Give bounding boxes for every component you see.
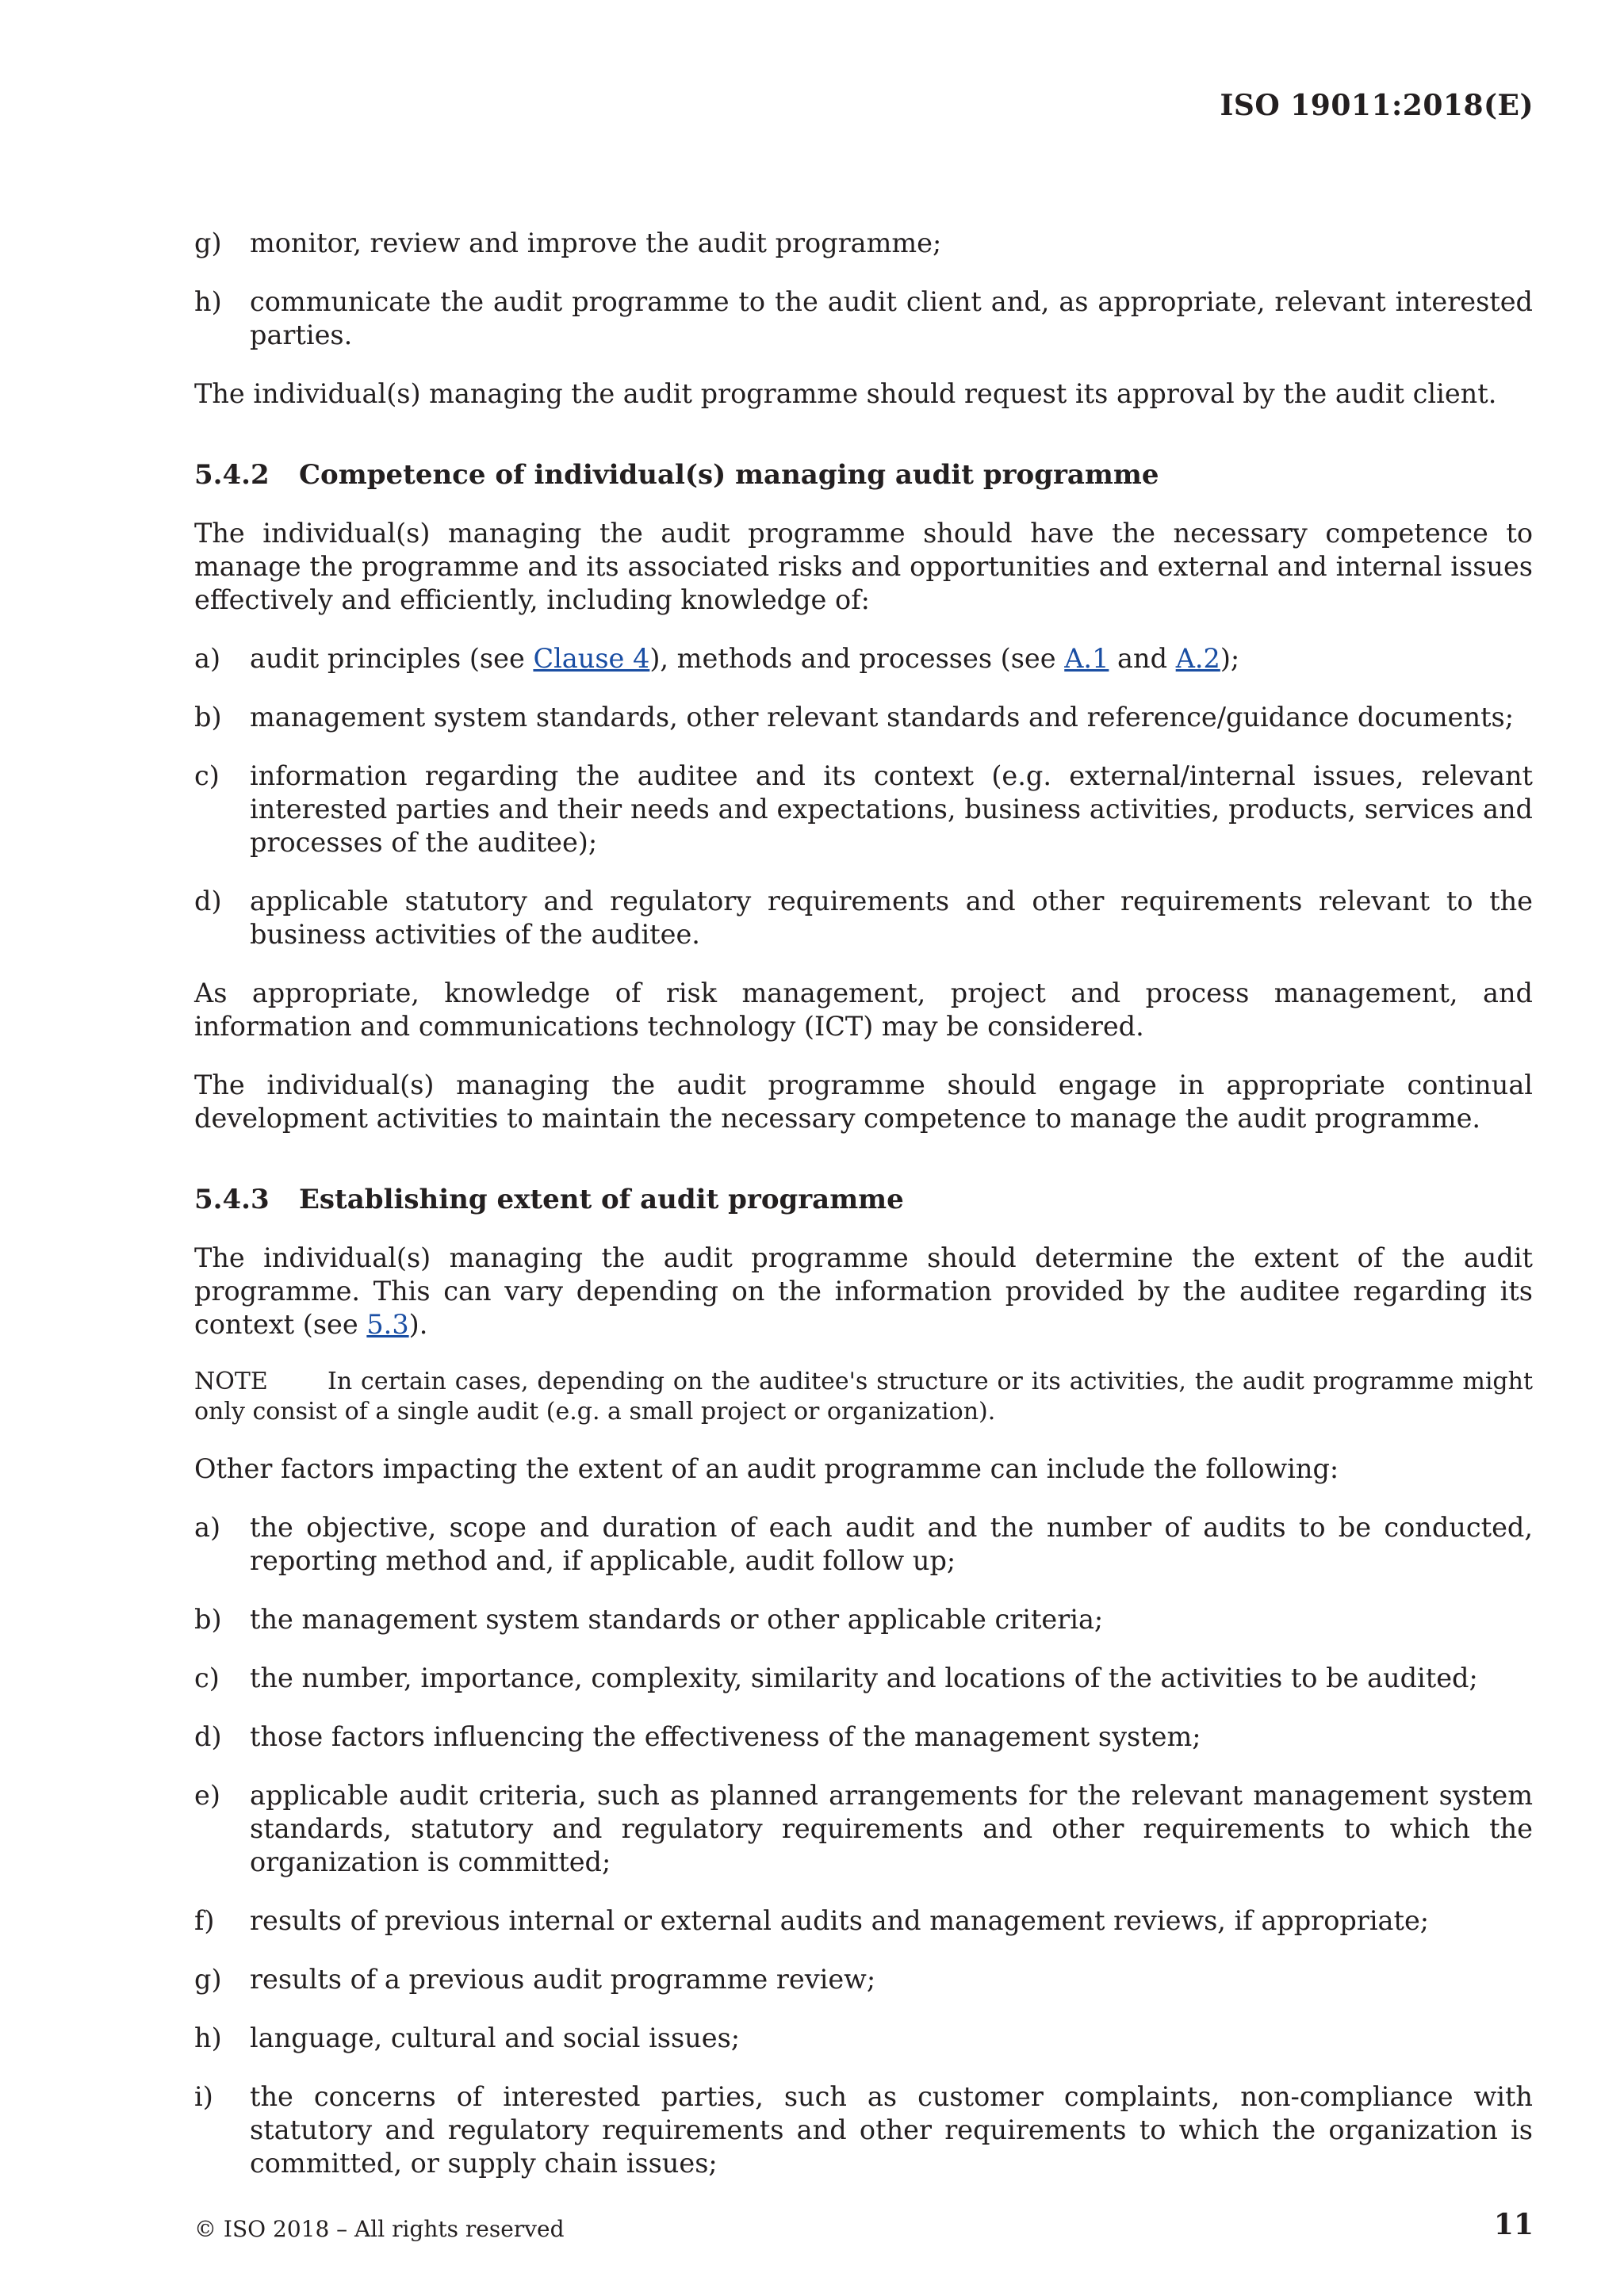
list-item-label: e) — [194, 1780, 220, 1811]
list-item-text: monitor, review and improve the audit programme; — [250, 228, 942, 258]
list-item-text: applicable statutory and regulatory requirements and other requirements relevant to the business activities of the auditee. — [250, 886, 1533, 950]
list-item-text: language, cultural and social issues; — [250, 2022, 741, 2053]
list-item-text: results of previous internal or external audits and management reviews, if appropriate; — [250, 1905, 1430, 1936]
list-item-label: d) — [194, 1721, 222, 1752]
paragraph-competence-intro: The individual(s) managing the audit programme should have the necessary competence to manage the programme and its associated risks and opportunities and external and internal issues effectively and efficiently, including knowledge of: — [194, 518, 1533, 615]
list-item-label: a) — [194, 643, 221, 674]
paragraph-factors-intro: Other factors impacting the extent of an audit programme can include the following: — [194, 1453, 1339, 1484]
list-item-label: i) — [194, 2081, 213, 2112]
section-heading-5-4-3 — [194, 1183, 1533, 1216]
copyright-notice: © ISO 2018 – All rights reserved — [194, 2216, 565, 2242]
clause-4-link[interactable]: Clause 4 — [533, 643, 650, 674]
list-item-label: f) — [194, 1905, 215, 1936]
page-number: 11 — [1493, 2208, 1534, 2241]
list-item-label: h) — [194, 286, 222, 317]
text-run: and — [1109, 643, 1176, 674]
list-item — [194, 1511, 1533, 1578]
text-run: audit principles (see — [250, 643, 534, 674]
list-item-label: d) — [194, 886, 222, 916]
list-item — [194, 2080, 1533, 2180]
list-item-label: b) — [194, 1604, 222, 1635]
list-item — [194, 227, 1533, 260]
paragraph-extent-intro — [194, 1242, 1533, 1341]
list-item-label: a) — [194, 1512, 221, 1543]
paragraph-continual-development: The individual(s) managing the audit programme should engage in appropriate continual development activities to maintain the necessary competence to manage the audit programme. — [194, 1070, 1533, 1134]
list-item-text: results of a previous audit programme review; — [250, 1964, 876, 1995]
list-item-text: the objective, scope and duration of each audit and the number of audits to be conducted, reporting method and, if applicable, audit follow up; — [250, 1512, 1533, 1576]
list-item-text — [250, 642, 1533, 675]
section-number: 5.4.2 — [194, 459, 270, 491]
list-item — [194, 885, 1533, 951]
list-item — [194, 1603, 1533, 1636]
section-title: Establishing extent of audit programme — [299, 1184, 904, 1215]
list-item-text: those factors influencing the effectiveness of the management system; — [250, 1721, 1201, 1752]
list-item — [194, 2022, 1533, 2055]
list-item — [194, 701, 1533, 734]
standard-designation: ISO 19011:2018(E) — [1220, 89, 1534, 122]
list-item-label: c) — [194, 1663, 220, 1693]
list-item-text: communicate the audit programme to the audit client and, as appropriate, relevant interested parties. — [250, 286, 1533, 350]
text-run: ), methods and processes (see — [649, 643, 1065, 674]
section-number: 5.4.3 — [194, 1184, 270, 1215]
note-label: NOTE — [194, 1368, 268, 1395]
section-heading-5-4-2 — [194, 458, 1533, 492]
list-item — [194, 1720, 1533, 1754]
section-5-3-link[interactable]: 5.3 — [366, 1309, 409, 1340]
list-item — [194, 1963, 1533, 1996]
list-item — [194, 1904, 1533, 1938]
list-item — [194, 760, 1533, 859]
a2-link[interactable]: A.2 — [1175, 643, 1220, 674]
note-text: In certain cases, depending on the auditee's structure or its activities, the audit programme might only consist of a single audit (e.g. a small project or organization). — [194, 1368, 1533, 1425]
paragraph-risk-knowledge: As appropriate, knowledge of risk management, project and process management, and information and communications technology (ICT) may be considered. — [194, 978, 1533, 1042]
list-item — [194, 642, 1533, 675]
list-item-text: the management system standards or other applicable criteria; — [250, 1604, 1104, 1635]
list-item — [194, 285, 1533, 352]
list-item — [194, 1779, 1533, 1879]
list-item-label: b) — [194, 702, 222, 733]
a1-link[interactable]: A.1 — [1064, 643, 1109, 674]
text-run: ). — [408, 1309, 428, 1340]
list-item-text: information regarding the auditee and its context (e.g. external/internal issues, relevant interested parties and their needs and expectations, business activities, products, services and processes of the auditee); — [250, 760, 1533, 858]
list-item-label: g) — [194, 228, 222, 258]
text-run: ); — [1220, 643, 1240, 674]
list-item-text: the concerns of interested parties, such as customer complaints, non-compliance with statutory and regulatory requirements and other requirements to which the organization is committed, or supply chain issues; — [250, 2081, 1533, 2179]
text-run: The individual(s) managing the audit programme should determine the extent of the audit programme. This can vary depending on the information provided by the auditee regarding its context (see — [194, 1242, 1533, 1340]
list-item-text: the number, importance, complexity, similarity and locations of the activities to be audited; — [250, 1663, 1478, 1693]
list-item-label: c) — [194, 760, 220, 791]
list-item-text: applicable audit criteria, such as planned arrangements for the relevant management system standards, statutory and regulatory requirements and other requirements to which the organization is committed; — [250, 1780, 1533, 1877]
list-item-label: g) — [194, 1964, 222, 1995]
note — [194, 1367, 1533, 1427]
document-body — [194, 227, 1533, 2206]
paragraph-approval: The individual(s) managing the audit programme should request its approval by the audit client. — [194, 378, 1497, 409]
list-item — [194, 1662, 1533, 1695]
section-title: Competence of individual(s) managing audit programme — [299, 459, 1159, 491]
list-item-label: h) — [194, 2022, 222, 2053]
list-item-text: management system standards, other relevant standards and reference/guidance documents; — [250, 702, 1514, 733]
